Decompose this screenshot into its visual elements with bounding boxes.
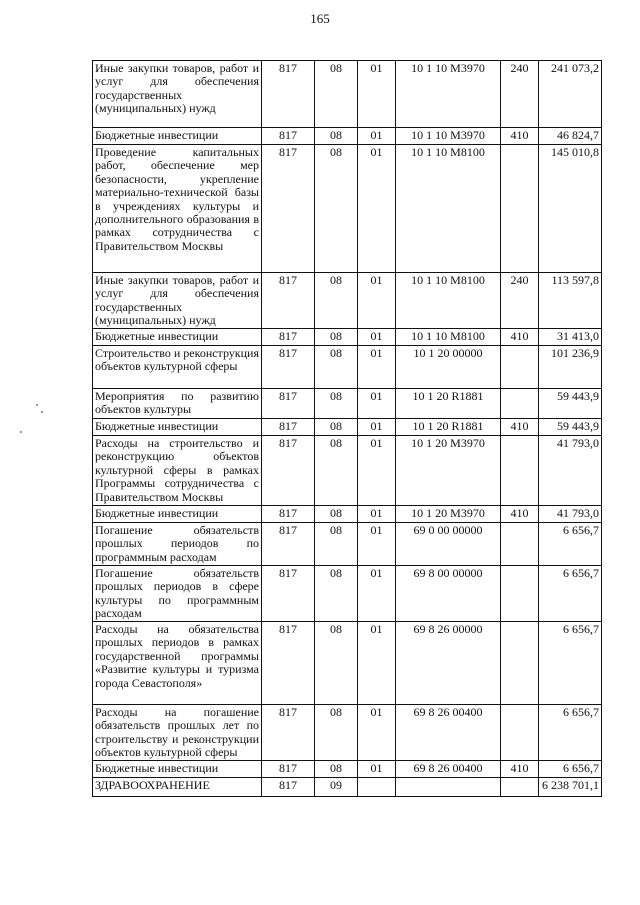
target-article-cell: 69 0 00 00000 (396, 523, 501, 566)
table-row (93, 705, 602, 761)
subsection-code-cell: 01 (358, 523, 396, 566)
subsection-code-cell: 01 (358, 419, 396, 436)
amount-cell: 6 656,7 (539, 566, 602, 622)
row-name-cell: Расходы на строительство и реконструкцию объектов культурной сферы в рамках Программы сотрудничества с Правительством Москвы (93, 436, 262, 506)
table-row (93, 389, 602, 419)
target-article-cell (396, 778, 501, 797)
target-article-cell: 10 1 10 М8100 (396, 329, 501, 346)
expense-type-cell (501, 523, 539, 566)
target-article-cell: 10 1 20 R1881 (396, 389, 501, 419)
scan-speck (20, 431, 22, 433)
target-article-cell: 10 1 20 00000 (396, 346, 501, 389)
amount-cell: 59 443,9 (539, 389, 602, 419)
target-article-cell: 10 1 20 М3970 (396, 506, 501, 523)
subsection-code-cell: 01 (358, 389, 396, 419)
section-code-cell: 08 (315, 436, 358, 506)
expense-type-cell (501, 778, 539, 797)
row-name-cell: Бюджетные инвестиции (93, 329, 262, 346)
budget-table (92, 60, 602, 797)
table-row (93, 419, 602, 436)
ministry-code-cell: 817 (262, 346, 315, 389)
section-code-cell: 08 (315, 506, 358, 523)
expense-type-cell: 410 (501, 329, 539, 346)
expense-type-cell (501, 436, 539, 506)
amount-cell: 6 656,7 (539, 761, 602, 778)
amount-cell: 59 443,9 (539, 419, 602, 436)
row-name-cell: Бюджетные инвестиции (93, 506, 262, 523)
subsection-code-cell: 01 (358, 761, 396, 778)
target-article-cell: 69 8 26 00400 (396, 705, 501, 761)
table-row (93, 778, 602, 797)
amount-cell: 46 824,7 (539, 128, 602, 145)
section-code-cell: 09 (315, 778, 358, 797)
ministry-code-cell: 817 (262, 523, 315, 566)
target-article-cell: 69 8 00 00000 (396, 566, 501, 622)
ministry-code-cell: 817 (262, 761, 315, 778)
expense-type-cell (501, 346, 539, 389)
subsection-code-cell: 01 (358, 128, 396, 145)
amount-cell: 31 413,0 (539, 329, 602, 346)
scan-speck (41, 411, 43, 413)
expense-type-cell (501, 145, 539, 273)
section-code-cell: 08 (315, 419, 358, 436)
subsection-code-cell: 01 (358, 506, 396, 523)
row-name-cell: Расходы на погашение обязательств прошлых лет по строительству и реконструкции объектов культурной сферы (93, 705, 262, 761)
ministry-code-cell: 817 (262, 436, 315, 506)
row-name-cell: Погашение обязательств прошлых периодов в сфере культуры по программным расходам (93, 566, 262, 622)
budget-table-body (93, 61, 602, 797)
expense-type-cell: 240 (501, 273, 539, 329)
target-article-cell: 10 1 10 М3970 (396, 61, 501, 128)
ministry-code-cell: 817 (262, 566, 315, 622)
section-code-cell: 08 (315, 273, 358, 329)
amount-cell: 113 597,8 (539, 273, 602, 329)
ministry-code-cell: 817 (262, 622, 315, 705)
ministry-code-cell: 817 (262, 61, 315, 128)
amount-cell: 145 010,8 (539, 145, 602, 273)
expense-type-cell (501, 705, 539, 761)
table-row (93, 761, 602, 778)
row-name-cell: Бюджетные инвестиции (93, 128, 262, 145)
subsection-code-cell (358, 778, 396, 797)
ministry-code-cell: 817 (262, 419, 315, 436)
expense-type-cell (501, 622, 539, 705)
section-code-cell: 08 (315, 705, 358, 761)
target-article-cell: 10 1 10 М8100 (396, 145, 501, 273)
subsection-code-cell: 01 (358, 566, 396, 622)
ministry-code-cell: 817 (262, 389, 315, 419)
row-name-cell: ЗДРАВООХРАНЕНИЕ (93, 778, 262, 797)
row-name-cell: Строительство и реконструкция объектов культурной сферы (93, 346, 262, 389)
section-code-cell: 08 (315, 566, 358, 622)
amount-cell: 101 236,9 (539, 346, 602, 389)
section-code-cell: 08 (315, 622, 358, 705)
ministry-code-cell: 817 (262, 778, 315, 797)
subsection-code-cell: 01 (358, 622, 396, 705)
section-code-cell: 08 (315, 145, 358, 273)
amount-cell: 6 238 701,1 (539, 778, 602, 797)
expense-type-cell: 410 (501, 761, 539, 778)
expense-type-cell (501, 389, 539, 419)
ministry-code-cell: 817 (262, 128, 315, 145)
table-row (93, 273, 602, 329)
ministry-code-cell: 817 (262, 506, 315, 523)
table-row (93, 145, 602, 273)
table-row (93, 506, 602, 523)
table-row (93, 566, 602, 622)
section-code-cell: 08 (315, 346, 358, 389)
subsection-code-cell: 01 (358, 145, 396, 273)
target-article-cell: 10 1 10 М3970 (396, 128, 501, 145)
section-code-cell: 08 (315, 128, 358, 145)
table-row (93, 128, 602, 145)
subsection-code-cell: 01 (358, 346, 396, 389)
row-name-cell: Иные закупки товаров, работ и услуг для обеспечения государственных (муниципальных) нужд (93, 61, 262, 128)
ministry-code-cell: 817 (262, 273, 315, 329)
subsection-code-cell: 01 (358, 705, 396, 761)
subsection-code-cell: 01 (358, 329, 396, 346)
ministry-code-cell: 817 (262, 705, 315, 761)
subsection-code-cell: 01 (358, 436, 396, 506)
table-row (93, 622, 602, 705)
target-article-cell: 10 1 10 М8100 (396, 273, 501, 329)
row-name-cell: Расходы на обязательства прошлых периодов в рамках государственной программы «Развитие культуры и туризма города Севастополя» (93, 622, 262, 705)
table-row (93, 61, 602, 128)
amount-cell: 241 073,2 (539, 61, 602, 128)
table-row (93, 329, 602, 346)
target-article-cell: 69 8 26 00000 (396, 622, 501, 705)
expense-type-cell: 410 (501, 128, 539, 145)
amount-cell: 6 656,7 (539, 705, 602, 761)
section-code-cell: 08 (315, 329, 358, 346)
amount-cell: 6 656,7 (539, 622, 602, 705)
target-article-cell: 10 1 20 М3970 (396, 436, 501, 506)
subsection-code-cell: 01 (358, 61, 396, 128)
page-number: 165 (310, 11, 330, 26)
amount-cell: 41 793,0 (539, 506, 602, 523)
section-code-cell: 08 (315, 761, 358, 778)
section-code-cell: 08 (315, 523, 358, 566)
expense-type-cell (501, 566, 539, 622)
section-code-cell: 08 (315, 61, 358, 128)
row-name-cell: Бюджетные инвестиции (93, 419, 262, 436)
row-name-cell: Мероприятия по развитию объектов культуры (93, 389, 262, 419)
target-article-cell: 69 8 26 00400 (396, 761, 501, 778)
amount-cell: 41 793,0 (539, 436, 602, 506)
amount-cell: 6 656,7 (539, 523, 602, 566)
table-row (93, 436, 602, 506)
row-name-cell: Погашение обязательств прошлых периодов по программным расходам (93, 523, 262, 566)
table-row (93, 523, 602, 566)
section-code-cell: 08 (315, 389, 358, 419)
row-name-cell: Проведение капитальных работ, обеспечение мер безопасности, укрепление материально-технической базы в учреждениях культуры и дополнительного образования в рамках сотрудничества с Правительством Москвы (93, 145, 262, 273)
table-row (93, 346, 602, 389)
expense-type-cell: 240 (501, 61, 539, 128)
row-name-cell: Иные закупки товаров, работ и услуг для обеспечения государственных (муниципальных) нужд (93, 273, 262, 329)
scan-speck (36, 404, 38, 406)
ministry-code-cell: 817 (262, 329, 315, 346)
expense-type-cell: 410 (501, 506, 539, 523)
row-name-cell: Бюджетные инвестиции (93, 761, 262, 778)
subsection-code-cell: 01 (358, 273, 396, 329)
ministry-code-cell: 817 (262, 145, 315, 273)
expense-type-cell: 410 (501, 419, 539, 436)
target-article-cell: 10 1 20 R1881 (396, 419, 501, 436)
